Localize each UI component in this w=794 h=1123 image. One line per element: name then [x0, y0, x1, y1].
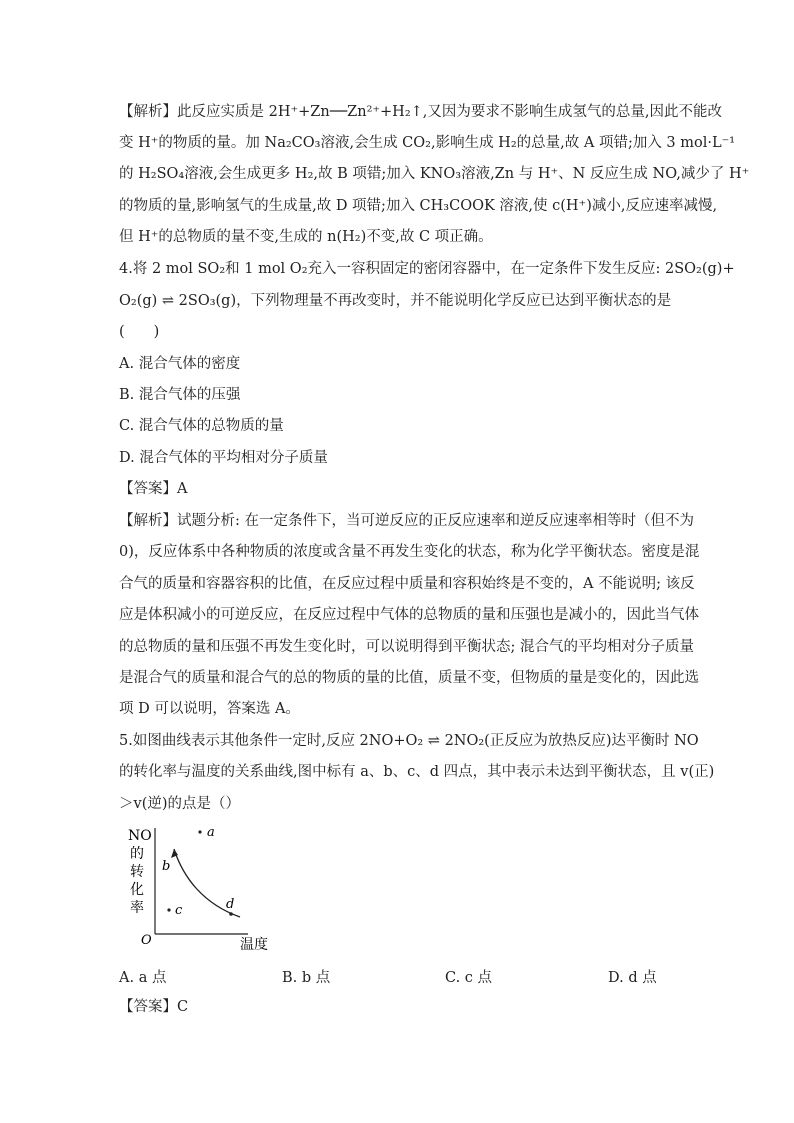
- x-axis-label: 温度: [240, 937, 268, 952]
- y-axis-label-part: 率: [130, 900, 144, 916]
- point-b-label: b: [162, 859, 171, 874]
- question-4-analysis: 合气的质量和容器容积的比值，在反应过程中质量和容积始终是不变的，A 不能说明; 该反: [119, 576, 695, 592]
- y-axis-label-part: 化: [130, 882, 144, 898]
- y-axis-label-part: 转: [130, 864, 144, 880]
- y-axis-label-part: 的: [130, 846, 144, 862]
- question-4-analysis: 的总物质的量和压强不再发生变化时，可以说明得到平衡状态; 混合气的平均相对分子质量: [119, 639, 694, 655]
- question-5-option-d: D. d 点: [608, 970, 657, 986]
- question-5-option-c: C. c 点: [445, 970, 493, 986]
- question-4-stem: O₂(g) ⇌ 2SO₃(g)，下列物理量不再改变时，并不能说明化学反应已达到平衡状态的是: [119, 293, 672, 309]
- point-c: [167, 908, 170, 911]
- analysis-line: 但 H⁺的总物质的量不变,生成的 n(H₂)不变,故 C 项正确。: [119, 229, 493, 245]
- question-5-option-b: B. b 点: [282, 970, 331, 986]
- question-5-answer: 【答案】C: [119, 999, 189, 1015]
- point-d-label: d: [226, 897, 235, 912]
- question-4-analysis: 【解析】试题分析: 在一定条件下，当可逆反应的正反应速率和逆反应速率相等时（但不为: [119, 513, 694, 529]
- analysis-line: 【解析】此反应实质是 2H⁺+Zn──Zn²⁺+H₂↑,又因为要求不影响生成氢气的总量,因此不能改: [119, 104, 723, 120]
- question-4-analysis: 0)，反应体系中各种物质的浓度或含量不再发生变化的状态，称为化学平衡状态。密度是混: [119, 544, 700, 560]
- point-d: [229, 912, 233, 916]
- analysis-line: 的物质的量,影响氢气的生成量,故 D 项错;加入 CH₃COOK 溶液,使 c(H⁺)减小,反应速率减慢,: [119, 198, 718, 214]
- conversion-temperature-figure: [128, 822, 278, 952]
- question-4-stem: 4.将 2 mol SO₂和 1 mol O₂充入一容积固定的密闭容器中，在一定条件下发生反应: 2SO₂(g)+: [119, 261, 735, 277]
- question-4-analysis: 应是体积减小的可逆反应，在反应过程中气体的总物质的量和压强也是减小的，因此当气体: [119, 607, 699, 623]
- question-5-stem: 5.如图曲线表示其他条件一定时,反应 2NO+O₂ ⇌ 2NO₂(正反应为放热反应)达平衡时 NO: [119, 733, 699, 749]
- question-4-option-d: D. 混合气体的平均相对分子质量: [119, 450, 328, 466]
- question-4-option-a: A. 混合气体的密度: [119, 356, 241, 372]
- analysis-line: 的 H₂SO₄溶液,会生成更多 H₂,故 B 项错;加入 KNO₃溶液,Zn 与 H⁺、N 反应生成 NO,减少了 H⁺: [119, 166, 750, 182]
- question-5-option-a: A. a 点: [119, 970, 167, 986]
- question-5-stem: ＞v(逆)的点是（）: [119, 796, 241, 812]
- question-4-option-b: B. 混合气体的压强: [119, 387, 241, 403]
- y-axis-label-part: NO: [128, 828, 152, 844]
- point-a-label: a: [207, 825, 215, 840]
- question-4-analysis: 项 D 可以说明，答案选 A。: [119, 701, 300, 717]
- point-c-label: c: [175, 903, 183, 918]
- question-4-option-c: C. 混合气体的总物质的量: [119, 418, 284, 434]
- question-4-analysis: 是混合气的质量和混合气的总的物质的量的比值，质量不变，但物质的量是变化的，因此选: [119, 670, 699, 686]
- question-5-stem: 的转化率与温度的关系曲线,图中标有 a、b、c、d 四点，其中表示未达到平衡状态，且 v(正): [119, 764, 715, 780]
- question-4-answer: 【答案】A: [119, 481, 188, 497]
- analysis-line: 变 H⁺的物质的量。加 Na₂CO₃溶液,会生成 CO₂,影响生成 H₂的总量,故 A 项错;加入 3 mol·L⁻¹: [119, 135, 736, 151]
- point-a: [198, 830, 201, 833]
- origin-label: O: [141, 933, 152, 948]
- question-4-stem: ( ): [119, 324, 160, 340]
